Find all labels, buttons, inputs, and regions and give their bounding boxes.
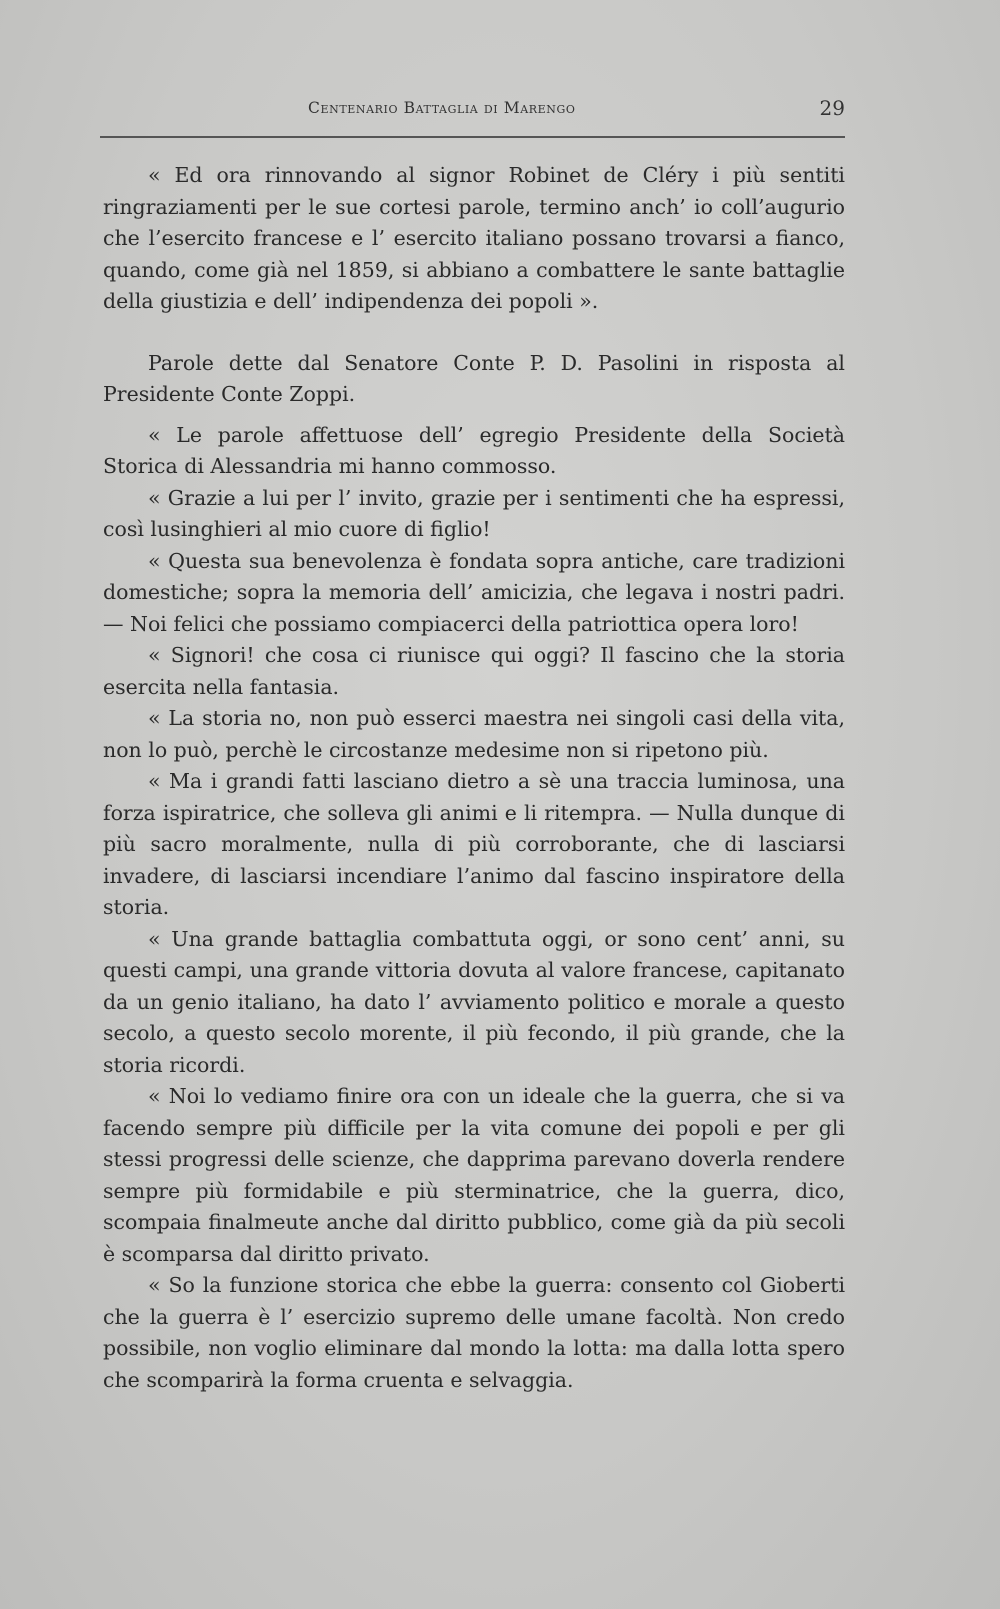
- paragraph: « Grazie a lui per l’ invito, grazie per i sentimenti che ha espressi, così lusinghieri al mio cuore di figlio!: [103, 485, 845, 541]
- paragraph: « Questa sua benevolenza è fondata sopra antiche, care tradizioni domestiche; sopra la memoria dell’ amicizia, che legava i nostri padri. — Noi felici che possiamo compiacerci della patriottica opera loro!: [103, 548, 845, 636]
- running-title: Centenario Battaglia di Marengo: [308, 99, 576, 117]
- paragraph: « Una grande battaglia combattuta oggi, or sono cent’ anni, su questi campi, una grande vittoria dovuta al valore francese, capitanato da un genio italiano, ha dato l’ avviamento politico e morale a questo secolo, a questo secolo morente, il più fecondo, il più grande, che la storia ricordi.: [103, 926, 845, 1077]
- paragraph: « Ed ora rinnovando al signor Robinet de Cléry i più sentiti ringraziamenti per le sue cortesi parole, termino anch’ io coll’augurio che l’esercito francese e l’ esercito italiano possano trovarsi a fianco, quando, come già nel 1859, si abbiano a combattere le sante battaglie della giustizia e dell’ indipendenza dei popoli ».: [103, 163, 845, 313]
- header-rule: [100, 136, 845, 138]
- paragraph: « Noi lo vediamo finire ora con un ideale che la guerra, che si va facendo sempre più difficile per la vita comune dei popoli e per gli stessi progressi delle scienze, che dapprima parevano doverla rendere sempre più formidabile e più sterminatrice, che la guerra, dico, scompaia finalmeute anche dal diritto pubblico, come già da più secoli è scomparsa dal diritto privato.: [103, 1084, 845, 1266]
- paragraph: « Le parole affettuose dell’ egregio Presidente della Società Storica di Alessandria mi hanno commosso.: [103, 422, 845, 478]
- paragraph: « So la funzione storica che ebbe la guerra: consento col Gioberti che la guerra è l’ esercizio supremo delle umane facoltà. Non credo possibile, non voglio eliminare dal mondo la lotta: ma dalla lotta spero che scomparirà la forma cruenta e selvaggia.: [103, 1273, 845, 1392]
- body-text: [103, 160, 845, 1396]
- paragraph: « La storia no, non può esserci maestra nei singoli casi della vita, non lo può, perchè le circostanze medesime non si ripetono più.: [103, 706, 845, 762]
- paragraph: « Ma i grandi fatti lasciano dietro a sè una traccia luminosa, una forza ispiratrice, che solleva gli animi e li ritempra. — Nulla dunque di più sacro moralmente, nulla di più corroborante, che di lasciarsi invadere, di lasciarsi incendiare l’animo dal fascino inspiratore della storia.: [103, 769, 845, 919]
- running-head: [100, 96, 845, 122]
- page-number: 29: [819, 96, 845, 120]
- speech-caption: Parole dette dal Senatore Conte P. D. Pasolini in risposta al Presidente Conte Zoppi.: [103, 350, 845, 406]
- paragraph: « Signori! che cosa ci riunisce qui oggi? Il fascino che la storia esercita nella fantasia.: [103, 643, 845, 699]
